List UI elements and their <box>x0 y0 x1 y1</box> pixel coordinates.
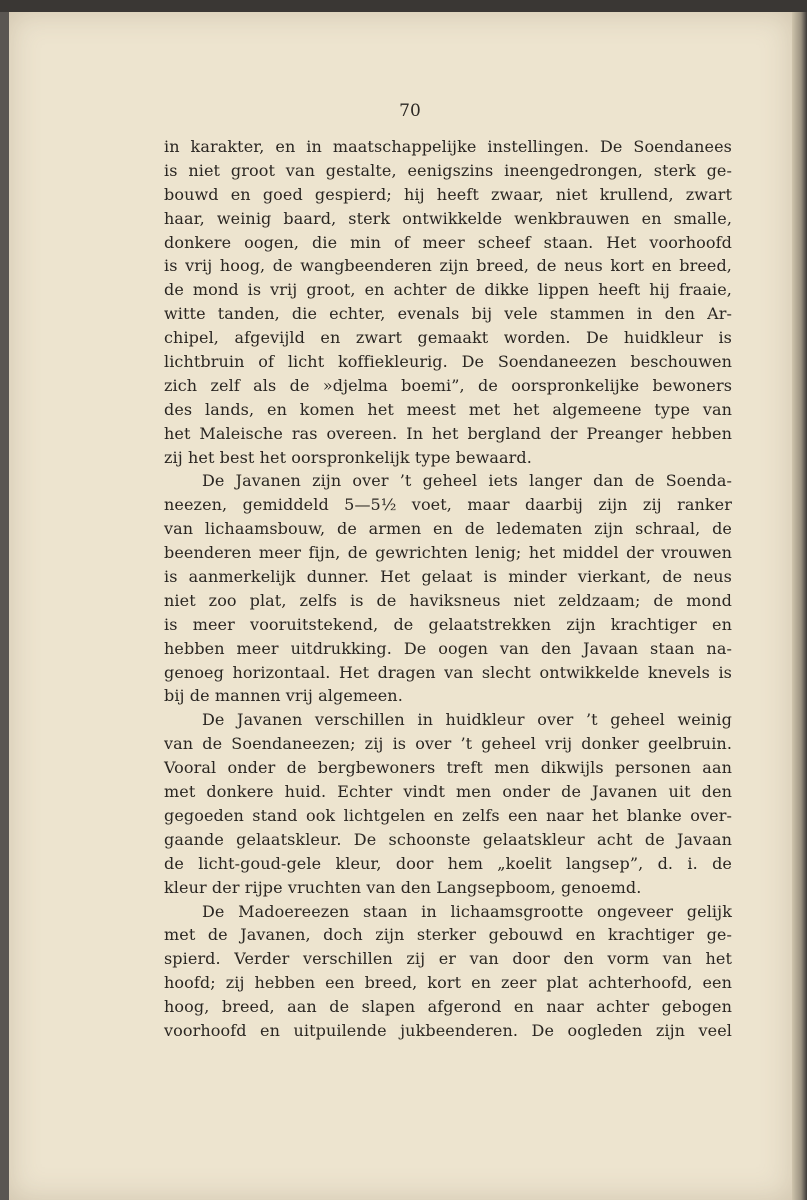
text-line: De Javanen zijn over ’t geheel iets langer dan de Soenda- <box>202 471 732 491</box>
scan-top-edge <box>0 0 807 12</box>
body-text <box>164 135 732 1043</box>
text-line: witte tanden, die echter, evenals bij vele stammen in den Ar- <box>164 304 732 324</box>
text-line: is vrij hoog, de wangbeenderen zijn breed, de neus kort en breed, <box>164 256 732 276</box>
page-number: 70 <box>399 101 421 121</box>
text-line: neezen, gemiddeld 5—5½ voet, maar daarbij zijn zij ranker <box>164 495 732 515</box>
page-edge-shadow <box>792 12 807 1200</box>
text-line: gaande gelaatskleur. De schoonste gelaatskleur acht de Javaan <box>164 829 732 849</box>
text-line: spierd. Verder verschillen zij er van door den vorm van het <box>164 949 732 969</box>
text-line: zich zelf als de »djelma boemi”, de oorspronkelijke bewoners <box>164 375 732 395</box>
text-line: des lands, en komen het meest met het algemeene type van <box>164 399 732 419</box>
text-line: beenderen meer fijn, de gewrichten lenig; het middel der vrouwen <box>164 543 732 563</box>
text-line: chipel, afgevijld en zwart gemaakt worden. De huidkleur is <box>164 328 732 348</box>
text-line: hoofd; zij hebben een breed, kort en zeer plat achterhoofd, een <box>164 973 732 993</box>
text-line: Vooral onder de bergbewoners treft men dikwijls personen aan <box>164 758 732 778</box>
text-line: genoeg horizontaal. Het dragen van slecht ontwikkelde knevels is <box>164 662 732 682</box>
text-line: met donkere huid. Echter vindt men onder de Javanen uit den <box>164 782 732 802</box>
text-line: kleur der rijpe vruchten van den Langsepboom, genoemd. <box>164 877 642 897</box>
text-line: met de Javanen, doch zijn sterker gebouwd en krachtiger ge- <box>164 925 732 945</box>
text-line: haar, weinig baard, sterk ontwikkelde wenkbrauwen en smalle, <box>164 208 732 228</box>
text-line: donkere oogen, die min of meer scheef staan. Het voorhoofd <box>164 232 732 252</box>
text-line: bouwd en goed gespierd; hij heeft zwaar, niet krullend, zwart <box>164 184 732 204</box>
text-line: is niet groot van gestalte, eenigszins ineengedrongen, sterk ge- <box>164 160 732 180</box>
text-line: gegoeden stand ook lichtgelen en zelfs een naar het blanke over- <box>164 805 732 825</box>
text-line: de mond is vrij groot, en achter de dikke lippen heeft hij fraaie, <box>164 280 732 300</box>
text-line: De Javanen verschillen in huidkleur over ’t geheel weinig <box>202 710 732 730</box>
text-line: in karakter, en in maatschappelijke instellingen. De Soendanees <box>164 137 732 156</box>
text-line: bij de mannen vrij algemeen. <box>164 686 403 706</box>
text-line: de licht-goud-gele kleur, door hem „koelit langsep”, d. i. de <box>164 853 732 873</box>
text-line: is aanmerkelijk dunner. Het gelaat is minder vierkant, de neus <box>164 567 732 587</box>
text-line: van de Soendaneezen; zij is over ’t geheel vrij donker geelbruin. <box>164 734 732 754</box>
text-line: lichtbruin of licht koffiekleurig. De Soendaneezen beschouwen <box>164 352 732 372</box>
text-line: voorhoofd en uitpuilende jukbeenderen. De oogleden zijn veel <box>164 1020 732 1040</box>
text-line: zij het best het oorspronkelijk type bewaard. <box>164 447 532 467</box>
text-line: De Madoereezen staan in lichaamsgrootte ongeveer gelijk <box>202 901 732 921</box>
text-line: hebben meer uitdrukking. De oogen van den Javaan staan na- <box>164 638 732 658</box>
text-line: is meer vooruitstekend, de gelaatstrekken zijn krachtiger en <box>164 614 732 634</box>
text-line: niet zoo plat, zelfs is de haviksneus niet zeldzaam; de mond <box>164 590 732 610</box>
text-line: het Maleische ras overeen. In het bergland der Preanger hebben <box>164 423 732 443</box>
text-line: van lichaamsbouw, de armen en de ledematen zijn schraal, de <box>164 519 732 539</box>
text-line: hoog, breed, aan de slapen afgerond en naar achter gebogen <box>164 997 732 1017</box>
